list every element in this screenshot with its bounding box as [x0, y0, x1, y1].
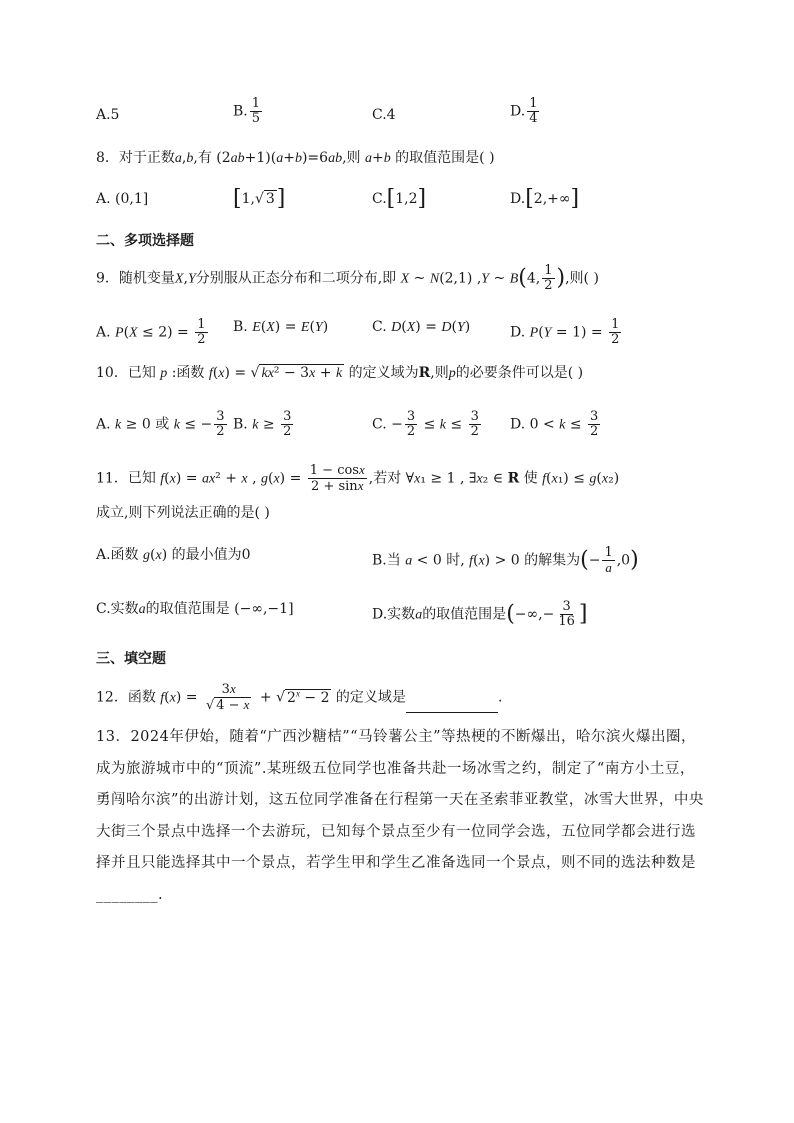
q10-option-b: B. k ≥ $\frac{3}{2}$: [233, 409, 292, 439]
q13-text: 13．2024年伊始，随着“广西沙糖桔”“马铃薯公主”等热梗的不断爆出，哈尔滨火爆出圈，成为旅游城市中的“顶流”.某班级五位同学也准备共赴一场冰雪之约，制定了“南方小土豆，勇闯哈尔滨”的出游计划，这五位同学准备在行程第一天在圣索菲亚教堂，冰雪大世界，中央大街三个景点中选择一个去游玩，已知每个景点至少有一位同学会选，五位同学都会进行选择并且只能选择其中一个景点，若学生甲和学生乙准备选同一个景点，则不同的选法种数是________.: [96, 729, 704, 903]
q11-option-d: D.实数a的取值范围是(−∞,− $\frac{3}{16}$ ]: [372, 599, 588, 629]
q9-stem: 9．随机变量X,Y分别服从正态分布和二项分布,即 X ~ N(2,1) ,Y ~ B(4, $\frac{1}{2}$ ),则( ): [96, 263, 599, 293]
section-heading-multiple-choice: 二、多项选择题: [96, 233, 194, 249]
q8-option-c: C.[1,2]: [372, 186, 427, 211]
q7-option-a: A.5: [96, 107, 120, 123]
q9-option-b: B. E(X) = E(Y): [233, 319, 329, 335]
q9-option-c: C. D(X) = D(Y): [372, 319, 471, 335]
q7-option-c: C.4: [372, 107, 396, 123]
q12-stem: 12．函数 f(x) = $\frac{3x}{√ 4 - x}$ + √ $2^x - 2$ 的定义域是 .: [96, 681, 503, 713]
q10-stem: 10．已知 p :函数 f(x) = √ kx² − 3x + k 的定义域为R,则p的必要条件可以是( ): [96, 365, 584, 381]
q11-stem-continued: 成立,则下列说法正确的是( ): [96, 505, 270, 521]
q8-option-b: [1,√ 3]: [233, 186, 286, 211]
section-heading-fill-in: 三、填空题: [96, 651, 166, 667]
q10-option-a: A. k ≥ 0 或 k ≤ − $\frac{3}{2}$: [96, 409, 225, 439]
q11-stem: 11．已知 f(x) = ax² + x , g(x) = $\frac{1 - \cos x}{2 + \sin x}$ ,若对 ∀x₁ ≥ 1 , ∃x₂ ∈ R 使 f(x₁) ≤ g(x₂): [96, 462, 620, 494]
q8-option-d: D.[2,+∞]: [510, 186, 580, 211]
q7-option-d: D. $\frac{1}{4}$: [510, 96, 538, 126]
q7-option-b: B. $\frac{1}{5}$: [233, 96, 261, 126]
q11-option-a: A.函数 g(x) 的最小值为0: [96, 547, 251, 563]
q8-stem: 8．对于正数a,b,有 (2ab+1)(a+b)=6ab,则 a+b 的取值范围是( ): [96, 150, 495, 166]
q12-answer-blank[interactable]: [406, 698, 498, 713]
q9-option-a: A. P(X ≤ 2) = $\frac{1}{2}$: [96, 317, 206, 347]
q9-option-d: D. P(Y = 1) = $\frac{1}{2}$: [510, 317, 620, 347]
q8-option-a: A. (0,1]: [96, 191, 149, 207]
q11-option-b: B.当 a < 0 时, f(x) > 0 的解集为(− $\frac{1}{a}$ ,0): [372, 545, 639, 575]
q10-option-d: D. 0 < k ≤ $\frac{3}{2}$: [510, 409, 599, 439]
q10-option-c: C. − $\frac{3}{2}$ ≤ k ≤ $\frac{3}{2}$: [372, 409, 479, 439]
q11-option-c: C.实数a的取值范围是 (−∞,−1]: [96, 601, 294, 617]
